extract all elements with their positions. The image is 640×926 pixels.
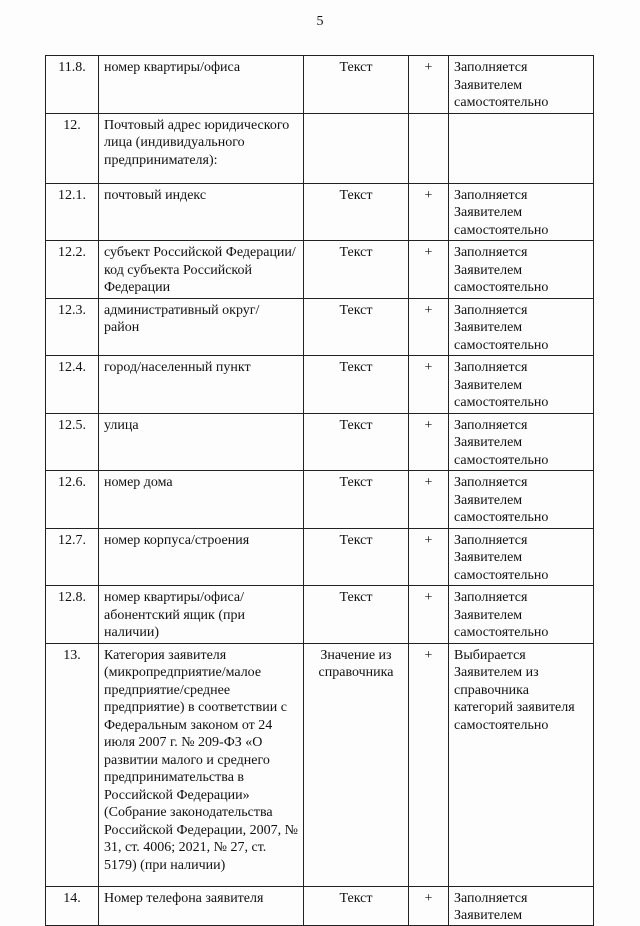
fill-note: Выбирается Заявителем из справочника категорий заявителя самостоятельно (449, 643, 594, 886)
table-row (46, 413, 594, 471)
required-mark: + (409, 56, 449, 114)
field-type: Текст (304, 241, 409, 299)
required-mark: + (409, 241, 449, 299)
required-mark: + (409, 528, 449, 586)
fill-note: Заполняется Заявителем самостоятельно (449, 56, 594, 114)
field-type: Текст (304, 56, 409, 114)
row-number: 12. (46, 113, 99, 183)
fill-note: Заполняется Заявителем самостоятельно (449, 356, 594, 414)
row-number: 12.6. (46, 471, 99, 529)
field-name: почтовый индекс (99, 183, 304, 241)
fill-note: Заполняется Заявителем самостоятельно (449, 298, 594, 356)
field-name: номер корпуса/строения (99, 528, 304, 586)
field-name: административный округ/ район (99, 298, 304, 356)
field-name: номер дома (99, 471, 304, 529)
table-row (46, 886, 594, 925)
row-number: 12.2. (46, 241, 99, 299)
table-row (46, 183, 594, 241)
field-type: Текст (304, 356, 409, 414)
table-row (46, 241, 594, 299)
table-row (46, 643, 594, 886)
data-fields-table (45, 55, 594, 926)
field-type: Текст (304, 183, 409, 241)
required-mark: + (409, 183, 449, 241)
field-name: Почтовый адрес юридического лица (индивидуального предпринимателя): (99, 113, 304, 183)
field-name: номер квартиры/офиса/ абонентский ящик (при наличии) (99, 586, 304, 644)
fill-note: Заполняется Заявителем самостоятельно (449, 528, 594, 586)
fill-note: Заполняется Заявителем самостоятельно (449, 183, 594, 241)
field-name: город/населенный пункт (99, 356, 304, 414)
fill-note: Заполняется Заявителем самостоятельно (449, 471, 594, 529)
row-number: 12.7. (46, 528, 99, 586)
field-type: Текст (304, 886, 409, 925)
page-number: 5 (316, 14, 324, 29)
table-row (46, 113, 594, 183)
row-number: 12.8. (46, 586, 99, 644)
required-mark: + (409, 586, 449, 644)
row-number: 13. (46, 643, 99, 886)
field-type: Текст (304, 471, 409, 529)
required-mark: + (409, 886, 449, 925)
field-name: улица (99, 413, 304, 471)
field-type: Значение из справочника (304, 643, 409, 886)
row-number: 12.4. (46, 356, 99, 414)
field-name: номер квартиры/офиса (99, 56, 304, 114)
table-row (46, 586, 594, 644)
row-number: 12.5. (46, 413, 99, 471)
row-number: 14. (46, 886, 99, 925)
fill-note (449, 113, 594, 183)
field-name: Номер телефона заявителя (99, 886, 304, 925)
field-type: Текст (304, 413, 409, 471)
field-name: Категория заявителя (микропредприятие/малое предприятие/среднее предприятие) в соответствии с Федеральным законом от 24 июля 2007 г. № 209-ФЗ «О развитии малого и среднего предпринимательства в Российской Федерации» (Собрание законодательства Российской Федерации, 2007, № 31, ст. 4006; 2021, № 27, ст. 5179) (при наличии) (99, 643, 304, 886)
field-type (304, 113, 409, 183)
fill-note: Заполняется Заявителем самостоятельно (449, 241, 594, 299)
table-row (46, 528, 594, 586)
required-mark (409, 113, 449, 183)
table-row (46, 56, 594, 114)
required-mark: + (409, 356, 449, 414)
fill-note: Заполняется Заявителем самостоятельно (449, 586, 594, 644)
table-row (46, 471, 594, 529)
row-number: 11.8. (46, 56, 99, 114)
required-mark: + (409, 298, 449, 356)
table-row (46, 298, 594, 356)
fill-note: Заполняется Заявителем (449, 886, 594, 925)
field-name: субъект Российской Федерации/код субъекта Российской Федерации (99, 241, 304, 299)
required-mark: + (409, 471, 449, 529)
field-type: Текст (304, 528, 409, 586)
required-mark: + (409, 413, 449, 471)
row-number: 12.1. (46, 183, 99, 241)
fill-note: Заполняется Заявителем самостоятельно (449, 413, 594, 471)
row-number: 12.3. (46, 298, 99, 356)
required-mark: + (409, 643, 449, 886)
field-type: Текст (304, 298, 409, 356)
table-row (46, 356, 594, 414)
field-type: Текст (304, 586, 409, 644)
